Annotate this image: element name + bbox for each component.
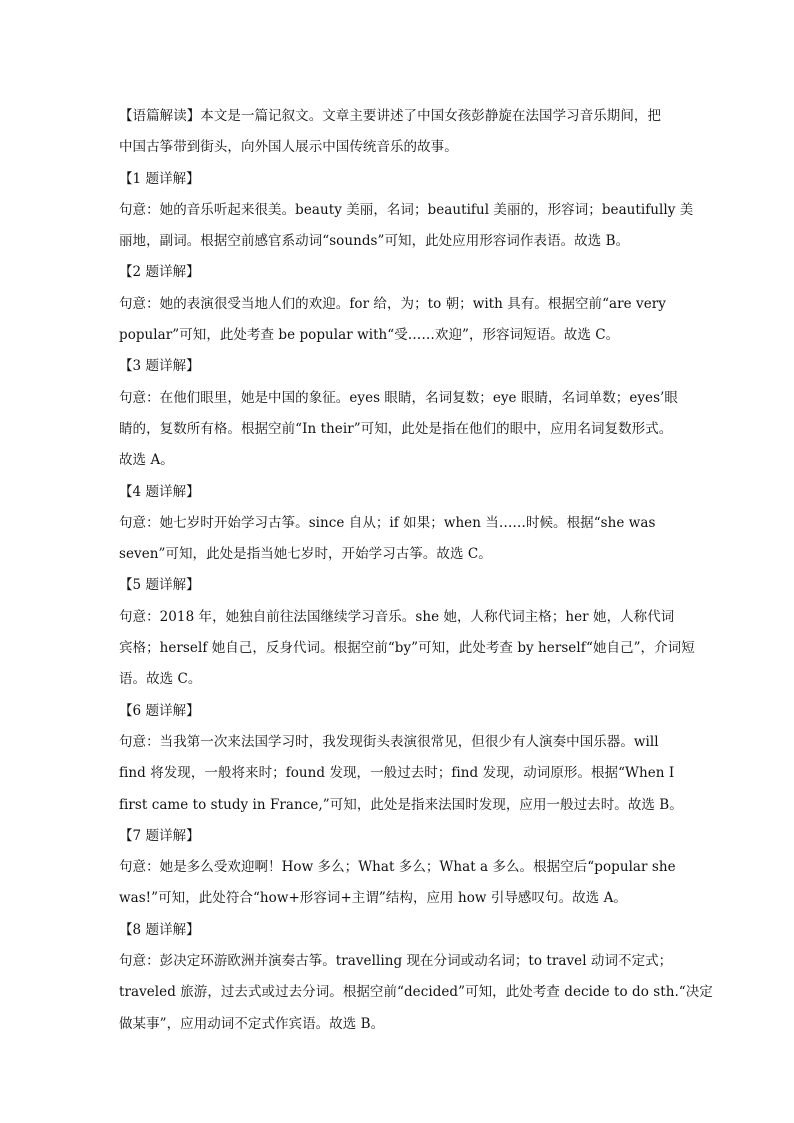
section-3-line-2: 睛的，复数所有格。根据空前“In their”可知，此处是指在他们的眼中，应用名词复数形式。 bbox=[119, 420, 673, 437]
section-7-line-1: 句意：她是多么受欢迎啊！How 多么；What 多么；What a 多么。根据空后“popular she bbox=[119, 859, 676, 876]
section-2-line-1: 句意：她的表演很受当地人们的欢迎。for 给，为；to 朝；with 具有。根据空前“are very bbox=[119, 295, 666, 312]
answer-explanation-document bbox=[119, 101, 713, 1040]
section-1-line-1: 句意：她的音乐听起来很美。beauty 美丽，名词；beautiful 美丽的，形容词；beautifully 美 bbox=[119, 201, 694, 218]
section-6-line-3: first came to study in France,”可知，此处是指来法国时发现，应用一般过去时。故选 B。 bbox=[119, 796, 683, 813]
section-4-heading: 【4 题详解】 bbox=[119, 483, 200, 500]
section-6-line-1: 句意：当我第一次来法国学习时，我发现街头表演很常见，但很少有人演奏中国乐器。will bbox=[119, 733, 659, 750]
section-6-heading: 【6 题详解】 bbox=[119, 702, 200, 719]
intro-line-2: 中国古筝带到街头，向外国人展示中国传统音乐的故事。 bbox=[119, 139, 458, 156]
intro-line-1: 【语篇解读】本文是一篇记叙文。文章主要讲述了中国女孩彭静旋在法国学习音乐期间，把 bbox=[119, 108, 661, 124]
section-2-heading: 【2 题详解】 bbox=[119, 264, 200, 281]
section-1-heading: 【1 题详解】 bbox=[119, 170, 200, 187]
section-7-line-2: was!”可知，此处符合“how+形容词+主谓”结构，应用 how 引导感叹句。故选 A。 bbox=[119, 890, 627, 907]
section-6-line-2: find 将发现，一般将来时；found 发现，一般过去时；find 发现，动词原形。根据“When I bbox=[119, 765, 675, 782]
section-5-heading: 【5 题详解】 bbox=[119, 577, 200, 594]
section-8-line-3: 做某事”，应用动词不定式作宾语。故选 B。 bbox=[119, 1015, 385, 1032]
section-3-heading: 【3 题详解】 bbox=[119, 358, 200, 375]
section-1-line-2: 丽地，副词。根据空前感官系动词“sounds”可知，此处应用形容词作表语。故选 B。 bbox=[119, 233, 630, 250]
section-5-line-1: 句意：2018 年，她独自前往法国继续学习音乐。she 她，人称代词主格；her 她，人称代词 bbox=[119, 608, 675, 625]
section-8-line-2: traveled 旅游，过去式或过去分词。根据空前“decided”可知，此处考查 decide to do sth.“决定 bbox=[119, 984, 713, 1001]
section-4-line-1: 句意：她七岁时开始学习古筝。since 自从；if 如果；when 当……时候。根据“she was bbox=[119, 514, 656, 531]
section-7-heading: 【7 题详解】 bbox=[119, 827, 200, 844]
section-5-line-2: 宾格；herself 她自己，反身代词。根据空前“by”可知，此处考查 by herself“她自己”，介词短 bbox=[119, 640, 695, 657]
section-3-line-3: 故选 A。 bbox=[119, 452, 174, 469]
section-8-line-1: 句意：彭决定环游欧洲并演奏古筝。travelling 现在分词或动名词；to travel 动词不定式； bbox=[119, 953, 673, 970]
section-4-line-2: seven”可知，此处是指当她七岁时，开始学习古筝。故选 C。 bbox=[119, 546, 492, 563]
section-3-line-1: 句意：在他们眼里，她是中国的象征。eyes 眼睛，名词复数；eye 眼睛，名词单数；eyes’眼 bbox=[119, 389, 678, 406]
section-2-line-2: popular”可知，此处考查 be popular with“受……欢迎”，形容词短语。故选 C。 bbox=[119, 327, 620, 344]
section-5-line-3: 语。故选 C。 bbox=[119, 671, 202, 688]
section-8-heading: 【8 题详解】 bbox=[119, 921, 200, 938]
